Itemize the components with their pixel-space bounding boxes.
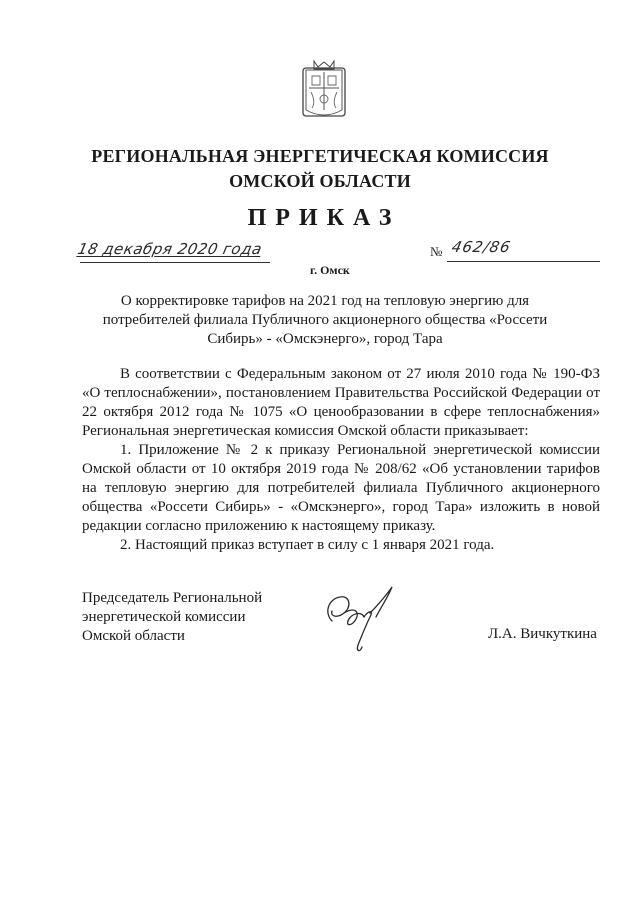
organization-name [0, 144, 640, 194]
subject-line-1: О корректировке тарифов на 2021 год на тепловую энергию для [120, 293, 530, 309]
date-underline [80, 262, 270, 263]
subject-line-2: потребителей филиала Публичного акционерного общества «Россети [102, 312, 548, 328]
signer-title [82, 589, 262, 646]
signer-name: Л.А. Вичкуткина [488, 626, 597, 642]
subject-line-3: Сибирь» - «Омскэнерго», город Тара [207, 331, 443, 347]
document-type-title: ПРИКАЗ [247, 205, 401, 231]
order-body [82, 365, 600, 555]
order-subject [100, 292, 550, 349]
city-label: г. Омск [310, 263, 350, 277]
handwritten-order-number: 462/86 [450, 238, 513, 256]
preamble-paragraph: В соответствии с Федеральным законом от 27 июля 2010 года № 190-ФЗ «О теплоснабжении», постановлением Правительства Российской Федерации от 22 октября 2012 года № 1075 «О ценообразовании в сфере теплоснабжения» Региональная энергетическая комиссия Омской области приказывает: [82, 366, 600, 439]
handwritten-signature-icon [318, 583, 400, 655]
signer-title-line-1: Председатель Региональной [82, 590, 263, 606]
order-item-1: 1. Приложение № 2 к приказу Региональной энергетической комиссии Омской области от 10 октября 2019 года № 208/62 «Об установлении тарифов на тепловую энергию для потребителей филиала Публичного акционерного общества «Россети Сибирь» - «Омскэнерго», город Тара» изложить в новой редакции согласно приложению к настоящему приказу. [82, 442, 600, 534]
handwritten-date: 18 декабря 2020 года [76, 240, 264, 258]
coat-of-arms-icon [300, 58, 348, 120]
order-item-2: 2. Настоящий приказ вступает в силу с 1 января 2021 года. [120, 537, 495, 553]
signer-title-line-3: Омской области [82, 628, 185, 644]
org-line-2: ОМСКОЙ ОБЛАСТИ [229, 171, 411, 191]
org-line-1: РЕГИОНАЛЬНАЯ ЭНЕРГЕТИЧЕСКАЯ КОМИССИЯ [91, 146, 549, 166]
number-underline [447, 261, 600, 262]
signer-title-line-2: энергетической комиссии [82, 609, 246, 625]
number-sign: № [430, 244, 443, 259]
